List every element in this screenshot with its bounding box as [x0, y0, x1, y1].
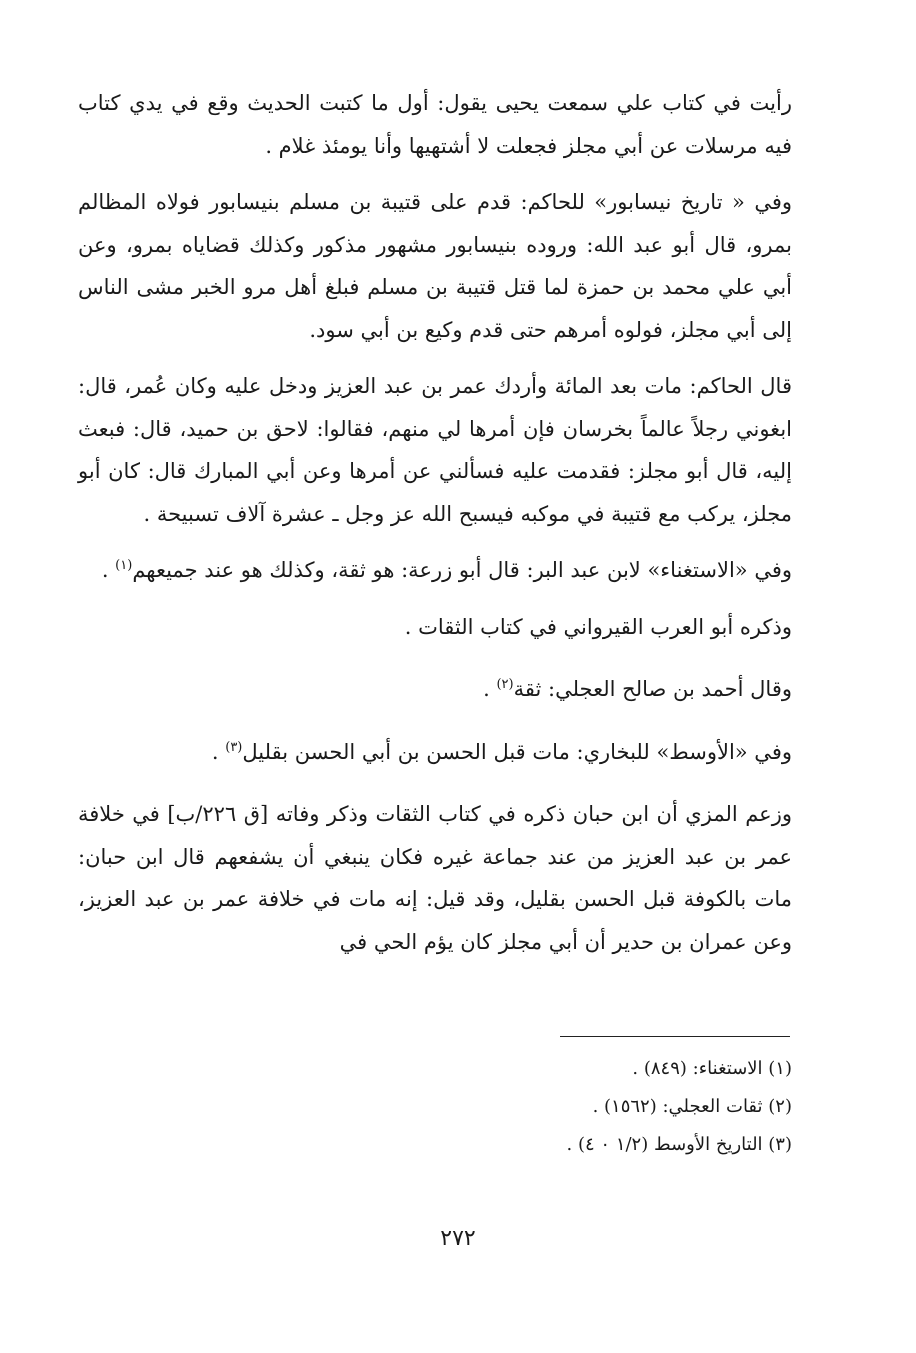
paragraph-1-text: رأيت في كتاب علي سمعت يحيى يقول: أول ما كتبت الحديث وقع في يدي كتاب فيه مرسلات عن أبي مجلز فجعلت لا أشتهيها وأنا يومئذ غلام . [78, 91, 792, 158]
footnote-ref-1[interactable]: (١) [115, 558, 133, 573]
footnote-3: (٣) التاريخ الأوسط (١/٢ ٠ ٤) . [566, 1134, 792, 1155]
paragraph-4-end: . [101, 558, 116, 582]
footnote-ref-3[interactable]: (٣) [225, 739, 243, 755]
footnote-2: (٢) ثقات العجلي: (١٥٦٢) . [592, 1096, 792, 1117]
paragraph-2-text: وفي « تاريخ نيسابور» للحاكم: قدم على قتيبة بن مسلم بنيسابور فولاه المظالم بمرو، قال أبو عبد الله: وروده بنيسابور مشهور مذكور وكذلك قضاياه بمرو، وعن أبي علي محمد بن حمزة لما قتل قتيبة بن مسلم فبلغ أهل مرو الخبر مشى الناس إلى أبي مجلز، فولوه أمرهم حتى قدم وكيع بن أبي سود. [78, 190, 792, 342]
paragraph-8-text: وزعم المزي أن ابن حبان ذكره في كتاب الثقات وذكر وفاته [ق ٢٢٦/ب] في خلافة عمر بن عبد العزيز من عند جماعة غيره فكان ينبغي أن يشفعهم قال ابن حبان: مات بالكوفة قبل الحسن بقليل، وقد قيل: إنه مات في خلافة عمر بن عبد العزيز، وعن عمران بن حدير أن أبي مجلز كان يؤم الحي في [78, 802, 792, 954]
paragraph-7 [78, 731, 792, 774]
paragraph-7-end: . [211, 739, 226, 764]
footnotes [78, 1050, 792, 1164]
paragraph-1 [78, 82, 792, 167]
footnote-ref-2[interactable]: (٢) [496, 677, 514, 692]
paragraph-5 [78, 606, 792, 649]
footnote-1: (١) الاستغناء: (٨٤٩) . [632, 1058, 792, 1079]
paragraph-6-end: . [483, 677, 497, 701]
paragraph-4 [78, 549, 792, 592]
paragraph-8 [78, 793, 792, 963]
page-number: ٢٧٢ [440, 1226, 476, 1251]
paragraph-4-text: وفي «الاستغناء» لابن عبد البر: قال أبو زرعة: هو ثقة، وكذلك هو عند جميعهم [132, 558, 792, 582]
footnote-divider [560, 1036, 790, 1037]
paragraph-6 [78, 668, 792, 711]
main-text [78, 82, 792, 977]
paragraph-6-text: وقال أحمد بن صالح العجلي: ثقة [513, 677, 792, 701]
paragraph-5-text: وذكره أبو العرب القيرواني في كتاب الثقات . [404, 614, 792, 639]
paragraph-3 [78, 365, 792, 535]
paragraph-7-text: وفي «الأوسط» للبخاري: مات قبل الحسن بن أبي الحسن بقليل [242, 739, 792, 764]
paragraph-2 [78, 181, 792, 351]
paragraph-3-text: قال الحاكم: مات بعد المائة وأردك عمر بن عبد العزيز ودخل عليه وكان عُمر، قال: ابغوني رجلاً عالماً بخرسان فإن أمرها لي منهم، فقالوا: لاحق بن حميد، قال: فبعث إليه، قال أبو مجلز: فقدمت عليه فسألني عن أمرها وعن أبي المبارك قال: كان أبو مجلز، يركب مع قتيبة في موكبه فيسبح الله عز وجل ـ عشرة آلاف تسبيحة . [78, 374, 792, 526]
